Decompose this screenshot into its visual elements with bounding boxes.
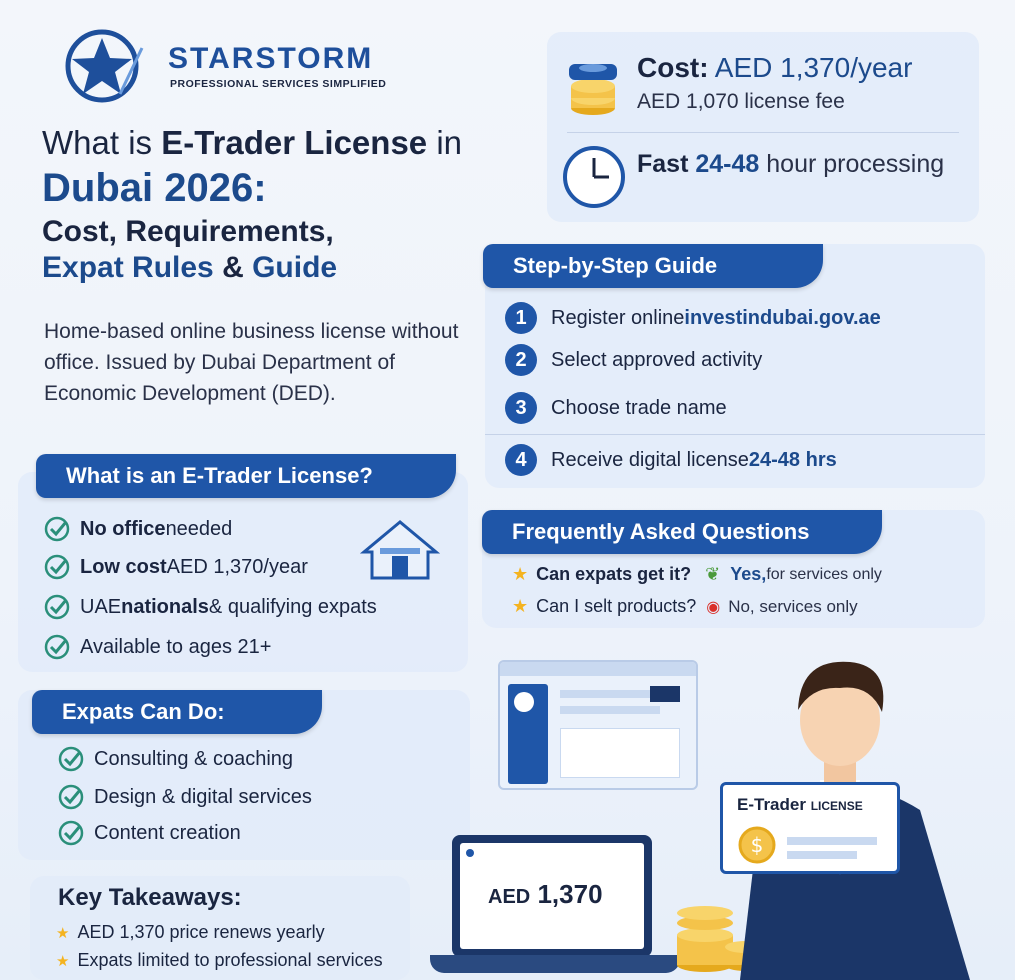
cost-value: Cost: AED 1,370/year xyxy=(637,52,913,83)
clock-icon xyxy=(561,144,627,210)
takeaways-title: Key Takeaways: xyxy=(58,884,242,911)
processing-time: Fast 24-48 hour processing xyxy=(637,150,945,178)
page-title xyxy=(42,124,522,285)
check-item: Low cost AED 1,370/year xyxy=(44,554,308,580)
title-bold: E-Trader License xyxy=(161,124,428,161)
laptop-base xyxy=(430,955,680,973)
star-icon: ★ xyxy=(56,952,70,970)
intro-text: Home-based online business license without office. Issued by Dubai Department of Economic Development (DED). xyxy=(44,320,459,405)
title-line4a: Expat Rules xyxy=(42,251,214,284)
star-logo-icon xyxy=(58,28,154,108)
brand-tagline: PROFESSIONAL SERVICES SIMPLIFIED xyxy=(170,78,387,90)
check-icon xyxy=(44,516,70,542)
step-item: 4 Receive digital license 24-48 hrs xyxy=(505,444,837,476)
brand-logo xyxy=(58,28,438,98)
expats-card xyxy=(18,690,470,860)
title-suffix: in xyxy=(427,124,463,161)
no-icon: ◉ xyxy=(706,598,721,616)
divider xyxy=(485,434,985,435)
faq-title: Frequently Asked Questions xyxy=(482,510,882,554)
cost-card xyxy=(547,32,979,222)
what-is-title: What is an E-Trader License? xyxy=(36,454,456,498)
steps-card xyxy=(485,244,985,488)
expats-title: Expats Can Do: xyxy=(32,690,322,734)
star-icon: ★ xyxy=(512,596,529,616)
brand-name: STARSTORM xyxy=(168,42,374,75)
takeaways-card xyxy=(30,876,410,980)
check-item: Design & digital services xyxy=(58,784,312,810)
leaf-icon: ❦ xyxy=(705,564,721,584)
check-item: Consulting & coaching xyxy=(58,746,293,772)
browser-illustration xyxy=(498,660,698,790)
svg-text:$: $ xyxy=(750,833,764,857)
title-prefix: What is xyxy=(42,124,162,161)
divider xyxy=(567,132,959,133)
house-icon xyxy=(360,518,440,582)
check-icon xyxy=(58,746,84,772)
check-icon xyxy=(44,554,70,580)
cost-license-fee: AED 1,070 license fee xyxy=(637,90,845,113)
license-card: E-Trader LICENSE $ xyxy=(720,782,900,874)
check-icon xyxy=(44,594,70,620)
faq-card xyxy=(482,510,985,628)
title-amp: & xyxy=(213,251,253,284)
star-icon: ★ xyxy=(56,924,70,942)
title-line2: Dubai 2026: xyxy=(42,166,267,210)
star-icon: ★ xyxy=(512,564,529,584)
step-item: 3 Choose trade name xyxy=(505,392,727,424)
coin-icon xyxy=(737,825,777,865)
title-line4b: Guide xyxy=(252,251,338,284)
laptop-illustration xyxy=(452,835,652,957)
steps-title: Step-by-Step Guide xyxy=(483,244,823,288)
check-icon xyxy=(58,820,84,846)
check-item: UAE nationals & qualifying expats xyxy=(44,594,377,620)
step-item: 2 Select approved activity xyxy=(505,344,762,376)
check-item: No office needed xyxy=(44,516,232,542)
laptop-price: AED 1,370 xyxy=(488,879,603,909)
takeaway-item: ★ Expats limited to professional services xyxy=(56,950,383,970)
title-line3: Cost, Requirements, xyxy=(42,215,334,248)
faq-item: ★ Can I selt products? ◉ No, services only xyxy=(512,596,858,616)
check-item: Content creation xyxy=(58,820,241,846)
step-item: 1 Register online investindubai.gov.ae xyxy=(505,302,881,334)
check-icon xyxy=(44,634,70,660)
faq-item: ★ Can expats get it? ❦ Yes, for services only xyxy=(512,564,882,584)
check-icon xyxy=(58,784,84,810)
check-item: Available to ages 21+ xyxy=(44,634,271,660)
coins-icon xyxy=(561,54,631,118)
takeaway-item: ★ AED 1,370 price renews yearly xyxy=(56,922,325,942)
